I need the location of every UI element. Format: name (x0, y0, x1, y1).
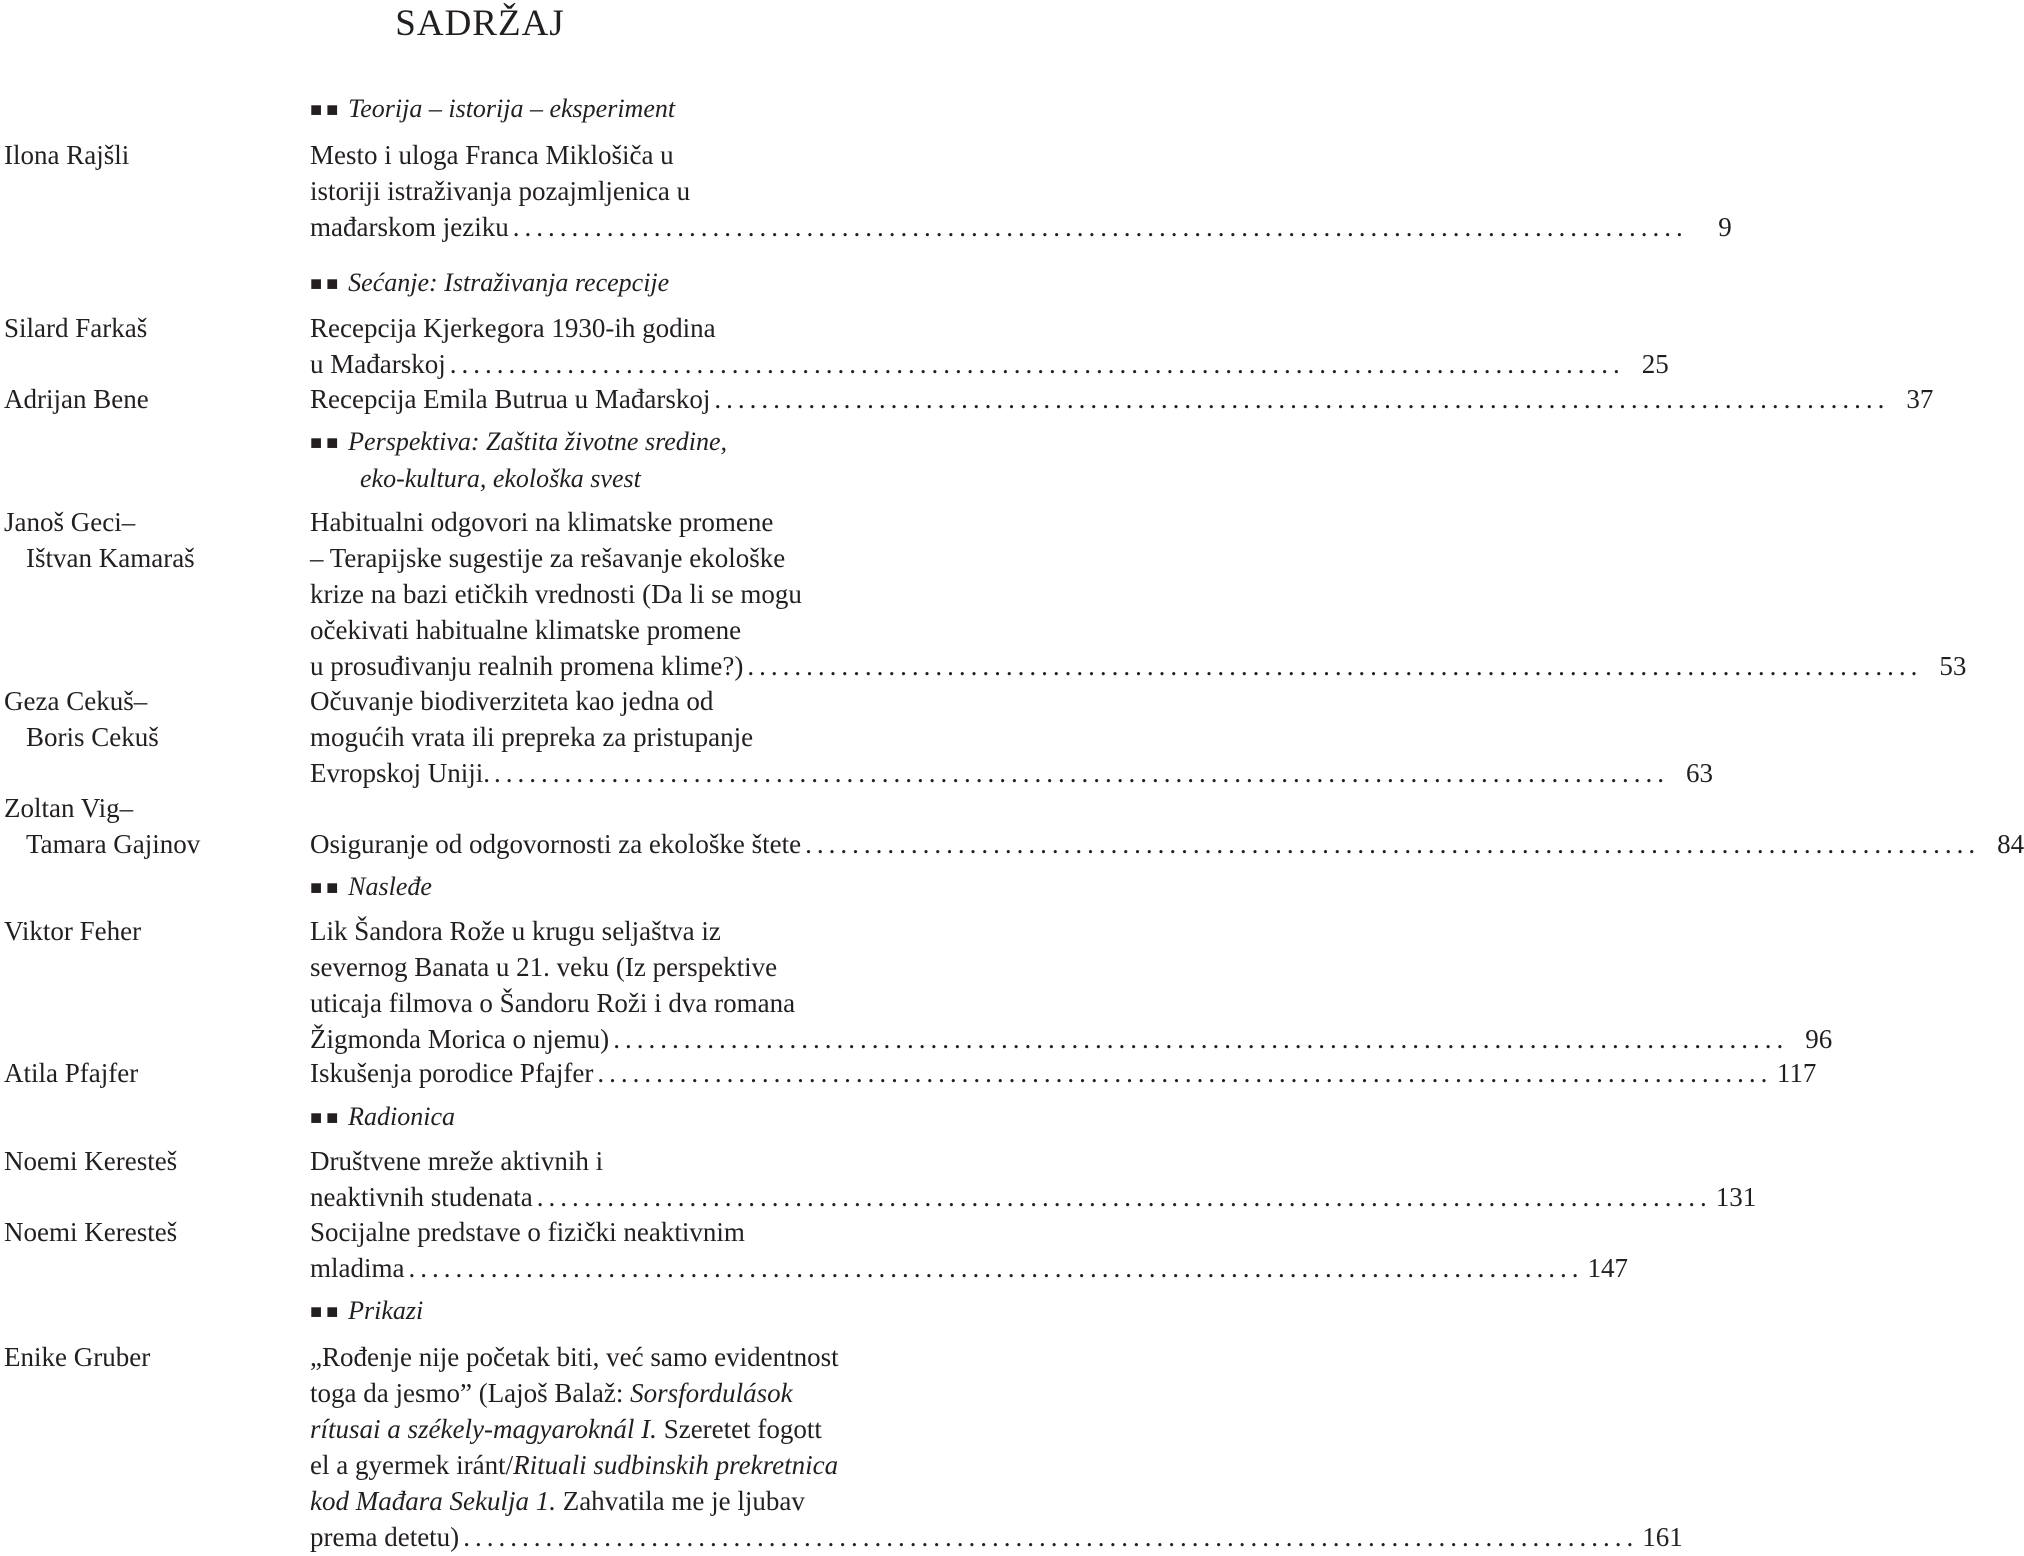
entry-author: Geza Cekuš– Boris Cekuš (4, 686, 159, 752)
section-marker-icon: ■■ (310, 1107, 343, 1129)
entry-author: Ilona Rajšli (4, 140, 130, 170)
page-number: 53 (1939, 651, 1967, 681)
section-heading: ■■ Perspektiva: Zaštita životne sredine, eko-kultura, ekološka svest (310, 427, 728, 493)
toc-entry[interactable]: Recepcija Emila Butrua u Mađarskoj .................................................................................................... 37 (310, 381, 954, 417)
page-number: 63 (1686, 758, 1713, 788)
toc-entry[interactable]: Osiguranje od odgovornosti za ekološke štete .................................................................................................... 84 (310, 826, 954, 862)
dot-leader: .................................................................................................... (597, 1058, 1773, 1088)
page-number: 37 (1906, 384, 1934, 414)
page-number: 25 (1641, 349, 1669, 379)
entry-author: Janoš Geci– Ištvan Kamaraš (4, 507, 195, 573)
entry-author: Noemi Keresteš (4, 1217, 178, 1247)
entry-author: Enike Gruber (4, 1342, 151, 1372)
section-heading: ■■ Prikazi (310, 1296, 424, 1325)
page-number: 161 (1642, 1522, 1683, 1552)
entry-author: Viktor Feher (4, 916, 142, 946)
dot-leader: .................................................................................................... (449, 349, 1625, 379)
toc-entry[interactable]: „Rođenje nije početak biti, već samo evidentnost toga da jesmo” (Lajoš Balaž: Sorsfordulások rítusai a székely-magyaroknál I. Szeretet fogott el a gyermek iránt/Rituali sudbinskih prekretnica kod Mađara Sekulja 1. Zahvatila me je ljubav prema detetu) .................................................................................................... 161 (310, 1339, 954, 1555)
dot-leader: .................................................................................................... (512, 212, 1688, 242)
dot-leader: .................................................................................................... (714, 384, 1890, 414)
toc-entry[interactable]: Mesto i uloga Franca Miklošiča u istoriji istraživanja pozajmljenica u mađarskom jeziku .................................................................................................... 9 (310, 137, 954, 245)
page-title: SADRŽAJ (395, 3, 565, 44)
dot-leader: .................................................................................................... (536, 1182, 1712, 1212)
page-number: 84 (1997, 829, 2024, 859)
toc-entry[interactable]: Socijalne predstave o fizički neaktivnim mladima .................................................................................................... 147 (310, 1214, 954, 1286)
page-number: 131 (1715, 1182, 1757, 1212)
section-heading: ■■ Teorija – istorija – eksperiment (310, 94, 676, 123)
entry-author: Adrijan Bene (4, 384, 149, 414)
dot-leader: .................................................................................................... (494, 758, 1669, 788)
page-number: 96 (1805, 1024, 1833, 1054)
entry-author: Zoltan Vig– Tamara Gajinov (4, 793, 201, 859)
page-number: 117 (1776, 1058, 1817, 1088)
entry-author: Atila Pfajfer (4, 1058, 139, 1088)
dot-leader: .................................................................................................... (747, 651, 1923, 681)
entry-author: Noemi Keresteš (4, 1146, 178, 1176)
section-heading: ■■ Sećanje: Istraživanja recepcije (310, 268, 670, 297)
section-heading: ■■ Radionica (310, 1102, 456, 1131)
section-marker-icon: ■■ (310, 1301, 343, 1323)
toc-entry[interactable]: Recepcija Kjerkegora 1930-ih godina u Mađarskoj .................................................................................................... 25 (310, 310, 954, 382)
dot-leader: .................................................................................................... (613, 1024, 1789, 1054)
page-number: 147 (1587, 1253, 1628, 1283)
entry-author: Silard Farkaš (4, 313, 148, 343)
section-heading: ■■ Nasleđe (310, 872, 432, 901)
dot-leader: .................................................................................................... (463, 1522, 1639, 1552)
toc-entry[interactable]: Društvene mreže aktivnih i neaktivnih studenata .................................................................................................... 131 (310, 1143, 954, 1215)
section-marker-icon: ■■ (310, 432, 343, 454)
dot-leader: .................................................................................................... (408, 1253, 1584, 1283)
toc-entry[interactable]: Habitualni odgovori na klimatske promene – Terapijske sugestije za rešavanje ekološke krize na bazi etičkih vrednosti (Da li se mogu očekivati habitualne klimatske promene u prosuđivanju realnih promena klime?) .................................................................................................... 53 (310, 504, 954, 684)
toc-entry[interactable]: Lik Šandora Rože u krugu seljaštva iz severnog Banata u 21. veku (Iz perspektive uticaja filmova o Šandoru Roži i dva romana Žigmonda Morica o njemu) .................................................................................................... 96 (310, 913, 954, 1057)
section-marker-icon: ■■ (310, 99, 343, 121)
page-number: 9 (1718, 212, 1732, 242)
dot-leader: .................................................................................................... (805, 829, 1981, 859)
toc-entry[interactable]: Iskušenja porodice Pfajfer .................................................................................................... 117 (310, 1055, 954, 1091)
section-marker-icon: ■■ (310, 273, 343, 295)
toc-entry[interactable]: Očuvanje biodiverziteta kao jedna od mogućih vrata ili prepreka za pristupanje Evropskoj Uniji. .................................................................................................... 63 (310, 683, 954, 791)
section-marker-icon: ■■ (310, 877, 343, 899)
